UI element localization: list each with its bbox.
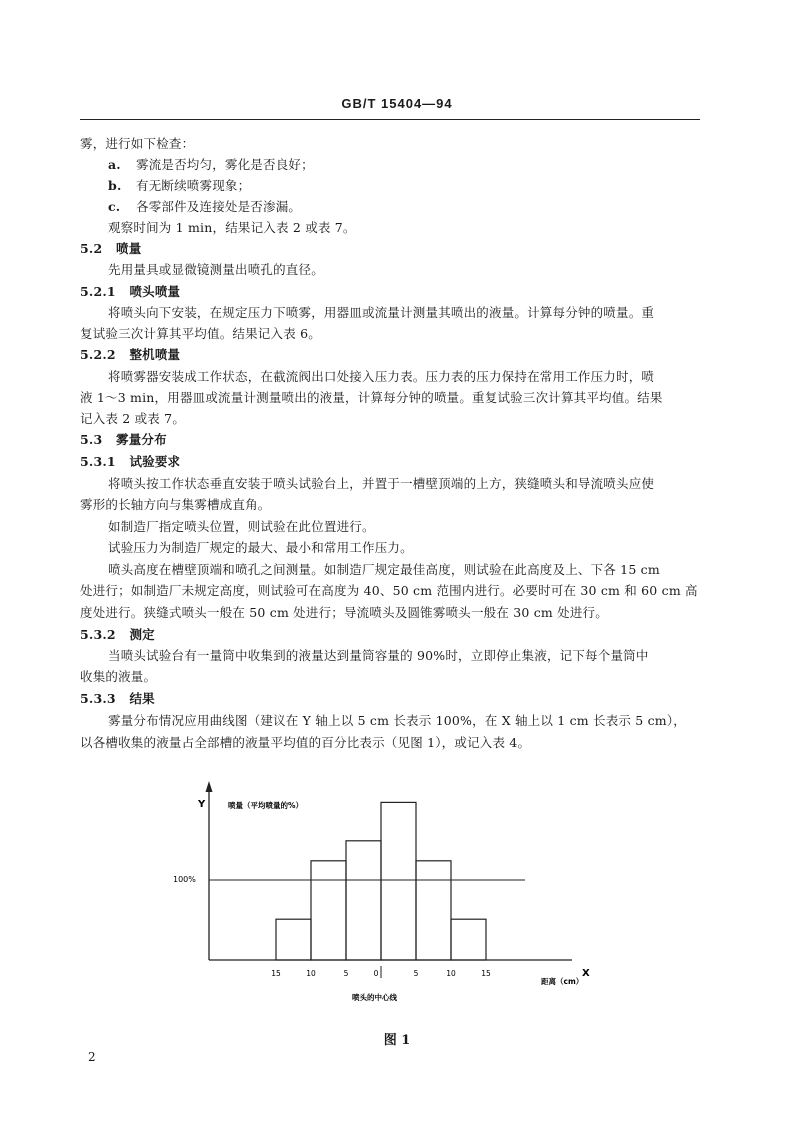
list-item-a (108, 157, 314, 173)
text-line: 以各槽收集的液量占全部槽的液量平均值的百分比表示（见图 1），或记入表 4。 (80, 735, 531, 750)
list-label: b. (108, 178, 122, 193)
list-text: 雾流是否均匀，雾化是否良好； (136, 157, 314, 172)
text-line: 观察时间为 1 min，结果记入表 2 或表 7。 (108, 220, 356, 235)
section-heading-5-2-2 (80, 347, 180, 363)
text-line: 雾量分布情况应用曲线图（建议在 Y 轴上以 5 cm 长表示 100%，在 X 轴上以 1 cm 长表示 5 cm）， (108, 713, 687, 728)
text-line: 记入表 2 或表 7。 (80, 411, 186, 426)
section-number: 5.3.1 (80, 454, 116, 469)
text-line: 收集的液量。 (80, 669, 157, 684)
x-tick-label: 15 (271, 969, 281, 978)
text-line: 液 1～3 min，用器皿或流量计测量喷出的液量，计算每分钟的喷量。重复试验三次计算其平均值。结果 (80, 390, 663, 405)
section-number: 5.3.3 (80, 691, 116, 706)
section-heading-5-3-1 (80, 454, 180, 470)
page-number: 2 (88, 1050, 96, 1064)
x-tick-label: 15 (481, 969, 491, 978)
histogram-bar (276, 919, 311, 960)
section-number: 5.2.1 (80, 284, 116, 299)
text-line: 先用量具或显微镜测量出喷孔的直径。 (108, 262, 324, 277)
x-tick-label: 10 (306, 969, 316, 978)
x-ticks-group (271, 966, 491, 978)
page-header: GB/T 15404—94 (341, 96, 453, 111)
text-line: 复试验三次计算其平均值。结果记入表 6。 (80, 326, 321, 341)
list-text: 有无断续喷雾现象； (136, 178, 251, 193)
text-line: 雾，进行如下检查： (80, 136, 195, 151)
text-line: 将喷雾器安装成工作状态，在截流阀出口处接入压力表。压力表的压力保持在常用工作压力时，喷 (108, 369, 655, 384)
histogram-bar (381, 802, 416, 960)
y-axis-label: 喷量（平均喷量的%） (228, 801, 304, 810)
list-label: a. (108, 157, 121, 172)
text-line: 雾形的长轴方向与集雾槽成直角。 (80, 497, 271, 512)
section-title: 喷量 (116, 241, 142, 256)
figure-caption: 图 1 (383, 1033, 411, 1048)
x-tick-label: 0 (373, 969, 379, 978)
section-number: 5.2 (80, 241, 103, 256)
list-text: 各零部件及连接处是否渗漏。 (136, 199, 302, 214)
section-heading-5-3-2 (80, 627, 155, 643)
text-line: 如制造厂指定喷头位置，则试验在此位置进行。 (108, 519, 375, 534)
section-number: 5.3 (80, 432, 103, 447)
section-heading-5-2-1 (80, 284, 180, 300)
text-line: 处进行；如制造厂未规定高度，则试验可在高度为 40、50 cm 范围内进行。必要时可在 30 cm 和 60 cm 高 (80, 583, 698, 598)
histogram-bar (451, 919, 486, 960)
section-title: 测定 (129, 627, 155, 642)
text-line: 度处进行。狭缝式喷头一般在 50 cm 处进行；导流喷头及圆锥雾喷头一般在 30 cm 处进行。 (80, 605, 608, 620)
histogram-bar (346, 841, 381, 960)
x-axis-letter: X (582, 968, 590, 979)
header-rule (80, 119, 700, 120)
x-tick-label: 5 (343, 969, 349, 978)
list-item-c (108, 199, 301, 215)
section-heading-5-3 (80, 432, 167, 448)
x-axis-label: 距离（cm） (541, 977, 584, 986)
section-number: 5.2.2 (80, 347, 116, 362)
y-axis-arrow-icon (206, 781, 213, 792)
y-axis-letter: Y (198, 799, 206, 810)
bars-group (276, 802, 486, 960)
text-line: 当喷头试验台有一量筒中收集到的液量达到量筒容量的 90%时，立即停止集液，记下每个量筒中 (108, 648, 649, 663)
section-heading-5-3-3 (80, 691, 155, 707)
text-line: 喷头高度在槽壁顶端和喷孔之间测量。如制造厂规定最佳高度，则试验在此高度及上、下各 15 cm (108, 562, 660, 577)
section-title: 试验要求 (129, 454, 181, 469)
text-line: 将喷头按工作状态垂直安装于喷头试验台上，并置于一槽壁顶端的上方，狭缝喷头和导流喷头应使 (108, 476, 655, 491)
section-title: 结果 (129, 691, 155, 706)
section-number: 5.3.2 (80, 627, 116, 642)
center-line-label: 喷头的中心线 (352, 993, 397, 1002)
x-tick-label: 10 (446, 969, 456, 978)
text-line: 将喷头向下安装，在规定压力下喷雾，用器皿或流量计测量其喷出的液量。计算每分钟的喷量。重 (108, 305, 655, 320)
section-heading-5-2 (80, 241, 141, 257)
reference-label: 100% (173, 875, 196, 884)
section-title: 喷头喷量 (129, 284, 181, 299)
section-title: 整机喷量 (129, 347, 181, 362)
histogram-bar (311, 861, 346, 960)
x-tick-label: 5 (413, 969, 419, 978)
list-label: c. (108, 199, 121, 214)
list-item-b (108, 178, 250, 194)
text-line: 试验压力为制造厂规定的最大、最小和常用工作压力。 (108, 540, 413, 555)
histogram-bar (416, 861, 451, 960)
section-title: 雾量分布 (116, 432, 167, 447)
